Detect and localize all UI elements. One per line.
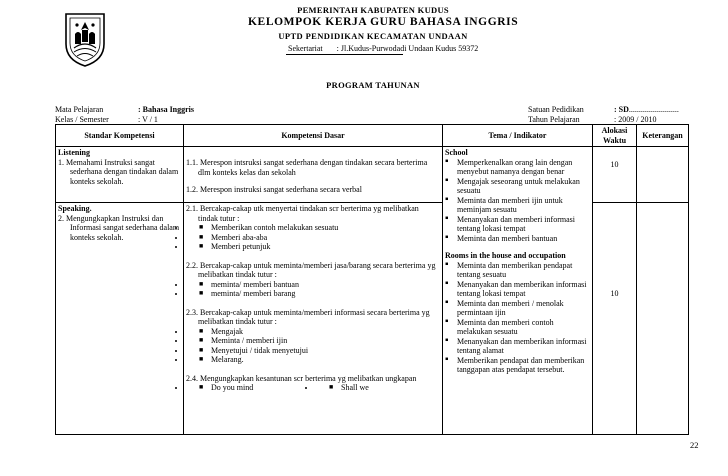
- header-standar-kompetensi: Standar Kompetensi: [56, 125, 184, 147]
- theme-indicator-cell: [443, 147, 593, 435]
- header-working-group: KELOMPOK KERJA GURU BAHASA INGGRIS: [248, 16, 519, 28]
- speaking-standard-cell: [56, 203, 184, 435]
- table-header-row: [56, 125, 689, 147]
- list-item: ■ • Meminta / memberi ijin: [186, 336, 440, 346]
- year-label: Tahun Pelajaran: [528, 115, 580, 124]
- rooms-indicator-list: [445, 261, 590, 375]
- class-value: : V / 1: [138, 115, 158, 124]
- list-item: ▪ Memperkenalkan orang lain dengan menyebut namanya dengan benar: [445, 158, 590, 177]
- list-item: ▪ Menanyakan dan memberikan informasi tentang lokasi tempat: [445, 280, 590, 299]
- list-item: ■ • meminta/ memberi bantuan: [186, 280, 440, 290]
- page-number: 22: [690, 440, 699, 450]
- table-row: [56, 147, 689, 203]
- list-item: ■ • meminta/ memberi barang: [186, 289, 440, 299]
- header-kompetensi-dasar: Kompetensi Dasar: [184, 125, 443, 147]
- listening-standard-text: 1. Memahami Instruksi sangat sederhana dengan tindakan dalam konteks sekolah.: [58, 157, 179, 186]
- header-tema-indikator: Tema / Indikator: [443, 125, 593, 147]
- list-item: ▪ Meminta dan memberi bantuan: [445, 234, 590, 244]
- kd-2-4-list: [186, 383, 440, 393]
- header-government: PEMERINTAH KABUPATEN KUDUS: [297, 5, 449, 15]
- header-secretariat: [288, 44, 478, 53]
- list-item: ▪ Meminta dan memberi ijin untuk meminjam sesuatu: [445, 196, 590, 215]
- listening-basic-competence-cell: [184, 147, 443, 203]
- header-alokasi-waktu: Alokasi Waktu: [593, 125, 637, 147]
- kd-2-1-list: [186, 223, 440, 252]
- list-item: ▪ Meminta dan memberikan pendapat tentang sesuatu: [445, 261, 590, 280]
- kudus-emblem-logo: [62, 10, 108, 68]
- theme-rooms-title: Rooms in the house and occupation: [445, 251, 566, 260]
- list-item: ■ • Mengajak: [186, 327, 440, 337]
- speaking-note-cell: [637, 203, 689, 435]
- annual-program-table: [55, 124, 689, 435]
- speaking-time-allocation: 10: [593, 203, 637, 435]
- secretariat-label: Sekertariat: [288, 44, 323, 53]
- listening-note-cell: [637, 147, 689, 203]
- list-item: ▪ Meminta dan memberi / menolak permintaan ijin: [445, 299, 590, 318]
- kd-2-2: 2.2. Bercakap-cakap untuk meminta/memberi jasa/barang secara berterima yg melibatkan tindak tutur :: [186, 260, 436, 279]
- kd-2-2-list: [186, 280, 440, 299]
- listening-title: Listening: [58, 148, 91, 157]
- kd-1-2: 1.2. Merespon instruksi sangat sederhana secara verbal: [186, 185, 362, 194]
- unit-label: Satuan Pedidikan: [528, 105, 584, 114]
- header-keterangan: Keterangan: [637, 125, 689, 147]
- header-divider: [286, 54, 403, 55]
- list-item: ▪ Meminta dan memberi contoh melakukan sesuatu: [445, 318, 590, 337]
- speaking-title: Speaking.: [58, 204, 92, 213]
- list-item: ■ • Memberi aba-aba: [186, 233, 440, 243]
- list-item: ■ • Memberikan contoh melakukan sesuatu: [186, 223, 440, 233]
- year-value: : 2009 / 2010: [614, 115, 657, 124]
- document-title: PROGRAM TAHUNAN: [326, 80, 420, 90]
- kd-1-1: 1.1. Merespon intsruksi sangat sederhana dengan tindakan secara berterima dlm konteks kelas dan sekolah: [186, 158, 428, 177]
- list-item: ▪ Menanyakan dan memberikan informasi tentang alamat: [445, 337, 590, 356]
- table-row: [56, 203, 689, 435]
- listening-standard-cell: [56, 147, 184, 203]
- theme-school-title: School: [445, 148, 468, 157]
- secretariat-address: : Jl.Kudus-Purwodadi Undaan Kudus 59372: [336, 44, 479, 53]
- kd-2-3-list: [186, 327, 440, 365]
- speaking-basic-competence-cell: [184, 203, 443, 435]
- unit-value: : SD.........................: [614, 105, 679, 114]
- kd-2-4: 2.4. Mengungkapkan kesantunan scr berterima yg melibatkan ungkapan: [186, 373, 417, 383]
- list-item: ■ • Memberi petunjuk: [186, 242, 440, 252]
- header-uptd: UPTD PENDIDIKAN KECAMATAN UNDAAN: [278, 31, 468, 41]
- class-label: Kelas / Semester: [55, 115, 109, 124]
- list-item: ■ • Melarang.: [186, 355, 440, 365]
- list-item: ■ • Menyetujui / tidak menyetujui: [186, 346, 440, 356]
- school-indicator-list: [445, 158, 590, 244]
- speaking-standard-text: 2. Mengungkapkan Instruksi dan Informasi sangat sederhana dalam konteks sekolah.: [58, 213, 180, 242]
- list-item: ■ • Do you mind: [186, 383, 316, 393]
- list-item: ▪ Memberikan pendapat dan memberikan tanggapan atas pendapat tersebut.: [445, 356, 590, 375]
- list-item: ▪ Menanyakan dan memberi informasi tentang lokasi tempat: [445, 215, 590, 234]
- list-item: ▪ Mengajak seseorang untuk melakukan sesuatu: [445, 177, 590, 196]
- kd-2-1: 2.1. Bercakap-cakap utk menyertai tindakan scr berterima yg melibatkan tindak tutur :: [186, 204, 419, 223]
- subject-value: : Bahasa Inggris: [138, 105, 195, 114]
- subject-label: Mata Pelajaran: [55, 105, 104, 114]
- list-item: ■ • Shall we: [316, 383, 369, 393]
- kd-2-3: 2.3. Bercakap-cakap untuk meminta/memberi informasi secara berterima yg melibatkan tindak tutur :: [186, 307, 430, 326]
- listening-time-allocation: 10: [593, 147, 637, 203]
